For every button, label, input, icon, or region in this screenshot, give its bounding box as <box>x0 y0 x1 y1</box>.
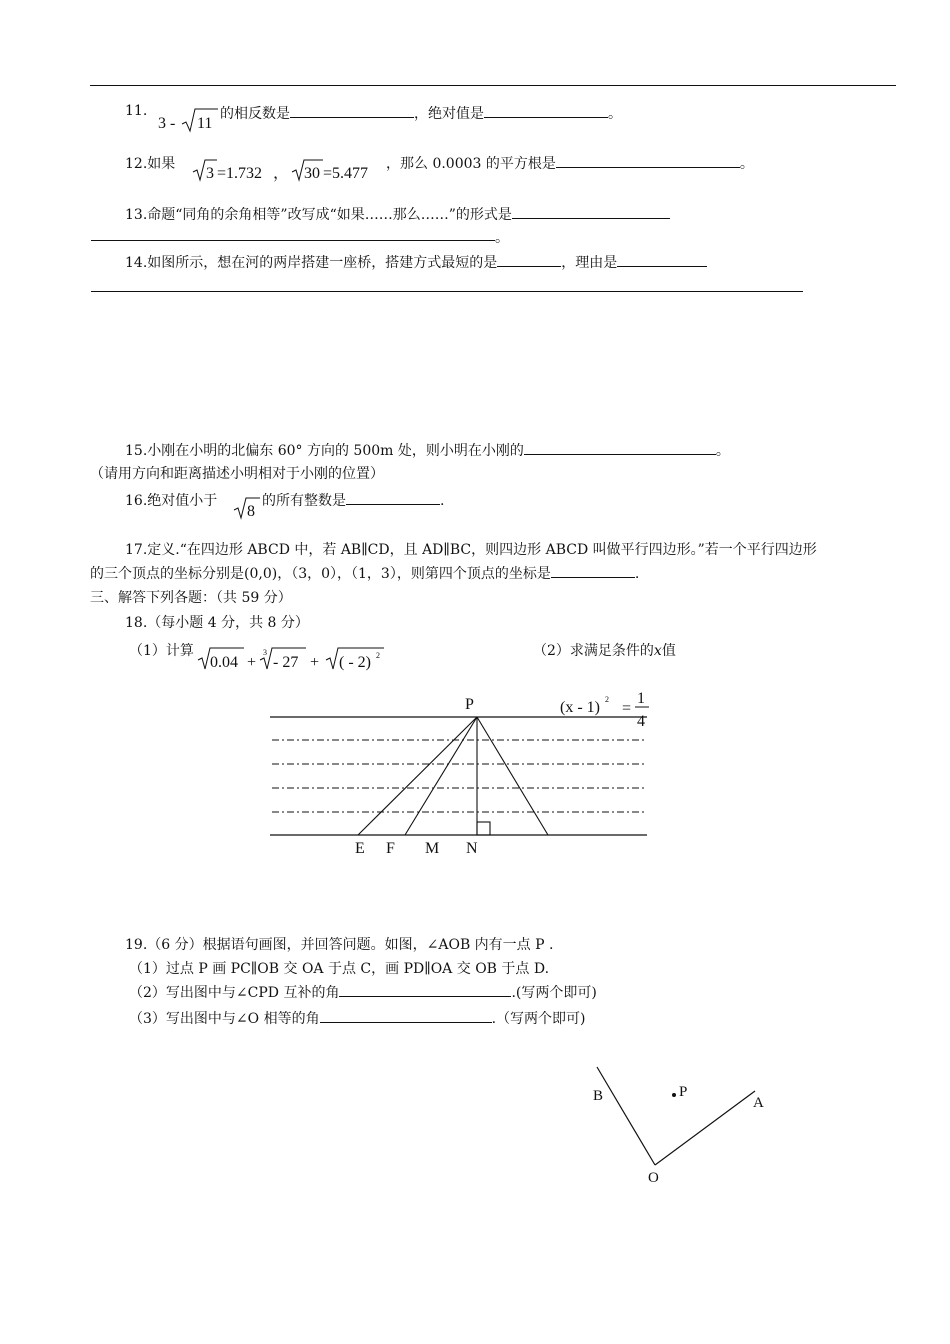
angle-aob-figure <box>585 1055 775 1195</box>
label-p: P <box>465 696 474 713</box>
q19-step2-blank[interactable] <box>339 982 511 997</box>
q14-mid: ，理由是 <box>561 255 618 271</box>
q11-answer-blank-1[interactable] <box>290 103 414 118</box>
q18-part2-label <box>533 640 676 660</box>
q16-line <box>262 490 444 510</box>
q14-answer-blank-3[interactable] <box>91 291 803 292</box>
q12-val2: =5.477 <box>323 165 369 182</box>
q18-part1-expression <box>198 646 388 674</box>
q14-answer-blank-1[interactable] <box>497 252 561 267</box>
label-o: O <box>648 1170 659 1186</box>
q19-step2 <box>129 982 597 1002</box>
q12-expression <box>193 158 418 186</box>
q17-text: 的三个顶点的坐标分别是(0,0)，（3，0），（1，3），则第四个顶点的坐标是 <box>90 566 551 582</box>
q11-number: 11. <box>125 103 148 119</box>
section-3-heading: 三、解答下列各题：（共 59 分） <box>90 590 292 606</box>
q18-part2-text: （2）求满足条件的 <box>533 643 654 659</box>
q19-step3-end: .（写两个即可) <box>491 1011 586 1027</box>
bridge-options <box>358 717 548 835</box>
q12-text: ，那么 0.0003 的平方根是 <box>386 156 556 172</box>
label-e: E <box>355 840 365 857</box>
q12-end: 。 <box>739 156 754 172</box>
q17-answer-blank[interactable] <box>551 563 635 578</box>
q14-line <box>125 252 707 272</box>
q12-answer-blank[interactable] <box>556 153 740 168</box>
q18-eq-sign: = <box>622 700 632 717</box>
q12-rad1: 3 <box>206 165 214 182</box>
q18-eq-num: 1 <box>637 690 645 707</box>
q15-answer-blank[interactable] <box>524 440 716 455</box>
q11-text2: ，绝对值是 <box>414 106 484 122</box>
river-water-lines <box>272 740 645 812</box>
q16-prefix: 16.绝对值小于 <box>125 493 218 509</box>
ray-ob <box>597 1067 655 1165</box>
q12-line <box>386 153 754 173</box>
q14-answer-blank-2[interactable] <box>617 252 707 267</box>
q18-expr-a: 0.04 <box>210 654 238 671</box>
q18-part1-label: （1）计算 <box>129 643 194 659</box>
label-p2: P <box>679 1084 688 1100</box>
q18-expr-c: ( - 2) <box>339 654 371 671</box>
q13-text: 13.命题“同角的余角相等”改写成“如果……那么……”的形式是 <box>125 207 512 223</box>
q18-expr-b: - 27 <box>273 654 299 671</box>
q19-step2-end: .(写两个即可) <box>511 985 597 1001</box>
top-rule <box>90 85 896 86</box>
q18-part2-end: 值 <box>661 643 676 659</box>
q19-step2-text: （2）写出图中与∠CPD 互补的角 <box>129 985 340 1001</box>
q15-text: 15.小刚在小明的北偏东 60° 方向的 500m 处，则小明在小刚的 <box>125 443 524 459</box>
q18-expr-plus-2: + <box>310 654 320 671</box>
q16-end: . <box>440 493 445 509</box>
q12-prefix: 12.如果 <box>125 156 176 172</box>
bridge-pe <box>358 717 477 835</box>
q16-text: 的所有整数是 <box>262 493 346 509</box>
q18-expr-index: 3 <box>263 648 267 657</box>
q18-title: 18.（每小题 4 分，共 8 分） <box>125 615 309 631</box>
q11-text1: 的相反数是 <box>220 106 290 122</box>
q11-answer-blank-2[interactable] <box>484 103 608 118</box>
q17-end: . <box>634 566 640 582</box>
q11-expr-left: 3 - <box>158 115 176 132</box>
q15-end: 。 <box>715 443 730 459</box>
q12-val1: =1.732 <box>217 165 263 182</box>
q11-end: 。 <box>608 106 622 122</box>
q18-part2-var: x <box>653 643 662 659</box>
q18-eq-lhs: (x - 1) <box>560 699 600 716</box>
q16-answer-blank[interactable] <box>346 490 440 505</box>
q19-step1: （1）过点 P 画 PC∥OB 交 OA 于点 C，画 PD∥OA 交 OB 于点 D. <box>129 961 550 977</box>
q17-line2 <box>90 563 639 583</box>
q14-text: 14.如图所示，想在河的两岸搭建一座桥，搭建方式最短的是 <box>125 255 498 271</box>
river-bridge-figure <box>270 690 650 860</box>
q12-rad2: 30 <box>304 165 320 182</box>
label-n: N <box>466 840 478 857</box>
q18-eq-den: 4 <box>637 713 645 730</box>
q13-line <box>125 204 670 224</box>
q18-expr-plus-1: + <box>247 654 257 671</box>
q16-radical <box>234 496 262 522</box>
q15-line <box>125 440 730 460</box>
q18-eq-exp: 2 <box>605 695 609 704</box>
q11-expr-radicand: 11 <box>197 115 213 132</box>
q11-line <box>220 103 622 123</box>
q12-comma: ， <box>273 165 290 182</box>
bridge-pf <box>405 717 477 835</box>
q11-expression <box>158 104 220 134</box>
label-a: A <box>753 1095 764 1111</box>
q16-radicand: 8 <box>247 503 255 520</box>
q13-end: 。 <box>495 230 509 246</box>
q19-title: 19.（6 分）根据语句画图，并回答问题。如图，∠AOB 内有一点 P . <box>125 937 554 953</box>
label-m: M <box>425 840 440 857</box>
q18-expr-c-exp: 2 <box>376 651 380 660</box>
point-p <box>672 1093 676 1097</box>
label-b: B <box>593 1088 604 1104</box>
q17-line1: 17.定义.“在四边形 ABCD 中，若 AB∥CD，且 AD∥BC，则四边形 ABCD 叫做平行四边形。”若一个平行四边形 <box>125 542 817 558</box>
q19-step3-text: （3）写出图中与∠O 相等的角 <box>129 1011 320 1027</box>
label-f: F <box>386 840 395 857</box>
q19-step3 <box>129 1008 586 1028</box>
right-angle-mark <box>477 822 490 835</box>
q15-note: （请用方向和距离描述小明相对于小刚的位置） <box>90 466 384 482</box>
ray-oa <box>655 1091 755 1165</box>
q19-step3-blank[interactable] <box>320 1008 492 1023</box>
q13-answer-blank-1[interactable] <box>512 204 670 219</box>
bridge-pm <box>477 717 548 835</box>
q13-answer-blank-2[interactable] <box>91 240 495 241</box>
